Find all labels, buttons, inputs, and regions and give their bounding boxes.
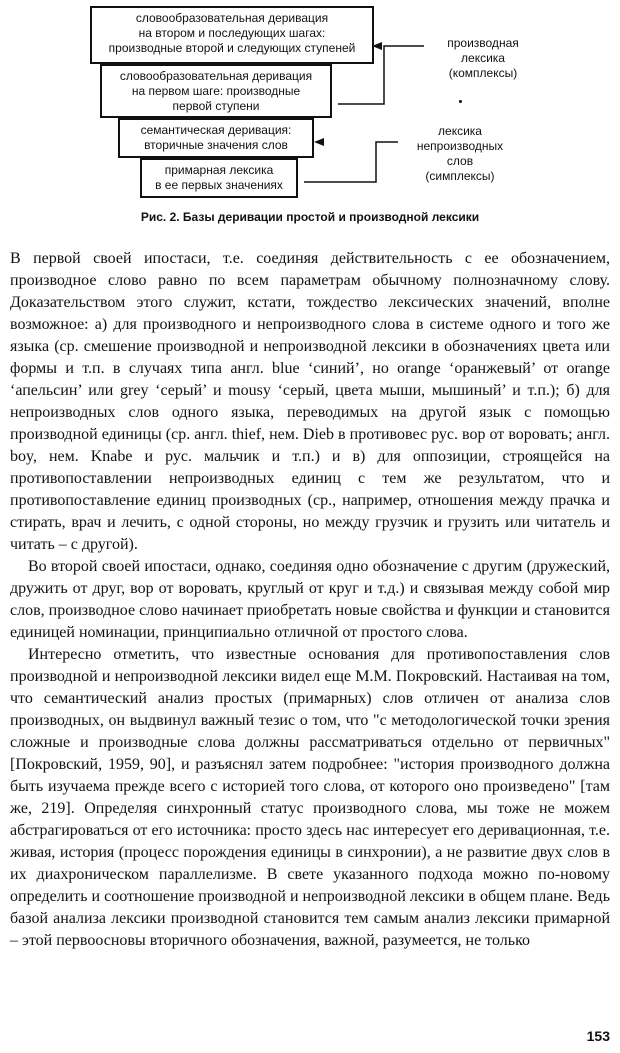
box-derivation-first-step	[100, 64, 332, 118]
side-line: лексика	[461, 51, 505, 65]
paragraph: В первой своей ипостаси, т.е. соединяя действительность с ее обозначением, производное слово равно по всем параметрам обычному полнозначному слову. Доказательством этого служит, кстати, тождество лексических значений, вполне возможное: а) для производного и непроизводного слова в системе одного и того же языка (ср. смешение производной и непроизводной лексики в обозначениях цвета или формы и т.п. в случаях типа англ. blue ‘синий’, но orange ‘оранжевый’ от orange ‘апельсин’ или grey ‘серый’ и mousy ‘серый, цвета мыши, мышиный’ и т.п.); б) для непроизводных слов одного языка, переводимых на другой язык с помощью производной единицы (ср. англ. thief, нем. Dieb в противовес рус. вор от воровать; англ. boy, нем. Knabe и рус. мальчик и т.п.) и в) для оппозиции, строящейся на противопоставлении непроизводных единиц с тем же результатом, что и противопоставление единиц производных (ср., например, отношения между прачка и стирать, врач и лечить, с одной стороны, но между грузчик и грузить или читатель и читать – с другой).	[10, 250, 610, 553]
box-primary-lexis	[140, 158, 298, 198]
box-line: первой ступени	[172, 99, 260, 113]
body-text	[10, 248, 610, 952]
box-line: семантическая деривация:	[140, 123, 292, 137]
dot-mark	[459, 100, 462, 103]
side-line: непроизводных	[416, 139, 504, 153]
figure	[0, 0, 620, 240]
side-line: (симплексы)	[425, 169, 495, 183]
side-line: слов	[446, 154, 474, 168]
arrowhead-bottom	[314, 138, 324, 146]
page-number: 153	[586, 1028, 610, 1044]
paragraph: Во второй своей ипостаси, однако, соединяя одно обозначение с другим (дружеский, дружить от друг, вор от воровать, круглый от круг и т.д.) и связывая между собой мир слов, производное слово начинает приобретать новые свойства и функции и становится единицей номинации, принципиально отличной от простого слова.	[10, 558, 610, 641]
bracket-arrow-bottom	[304, 142, 398, 182]
box-line: словообразовательная деривация	[119, 69, 313, 83]
box-semantic-derivation	[118, 118, 314, 158]
side-line: лексика	[438, 124, 482, 138]
box-line: в ее первых значениях	[155, 178, 283, 192]
box-line: вторичные значения слов	[144, 138, 288, 152]
side-label-simple	[400, 124, 520, 184]
side-line: производная	[447, 36, 519, 50]
side-line: (комплексы)	[448, 66, 518, 80]
box-line: примарная лексика	[164, 163, 274, 177]
side-label-derived	[428, 36, 538, 81]
box-line: производные второй и следующих ступеней	[108, 41, 356, 55]
box-line: словообразовательная деривация	[135, 11, 329, 25]
paragraph: Интересно отметить, что известные основания для противопоставления слов производной и непроизводной лексики видел еще М.М. Покровский. Настаивая на том, что семантический анализ простых (примарных) слов отличен от анализа слов производных, он выдвинул важный тезис о том, что "с методологической точки зрения сложные и производные слова должны рассматриваться отдельно от первичных" [Покровский, 1959, 90], и разъяснял затем подробнее: "история производного должна быть изучаема прежде всего с историей того слова, от которого оно произведено" [там же, 219]. Определяя синхронный статус производного слова, мы тоже не можем абстрагироваться от его источника: просто здесь нас интересует его деривационная, т.е. живая, история (процесс порождения единицы в синхронии), а не развитие двух слов в их диахроническом параллелизме. В свете указанного подхода можно по-новому определить и соотношение производной и непроизводной лексики в общем плане. Ведь базой анализа лексики производной становится тем самым анализ лексики примарной – этой первоосновы вторичного обозначения, важной, разумеется, не только	[10, 646, 610, 949]
box-line: на втором и последующих шагах:	[138, 26, 326, 40]
box-derivation-second-step	[90, 6, 374, 64]
box-line: на первом шаге: производные	[131, 84, 301, 98]
figure-caption: Рис. 2. Базы деривации простой и производной лексики	[140, 210, 480, 224]
